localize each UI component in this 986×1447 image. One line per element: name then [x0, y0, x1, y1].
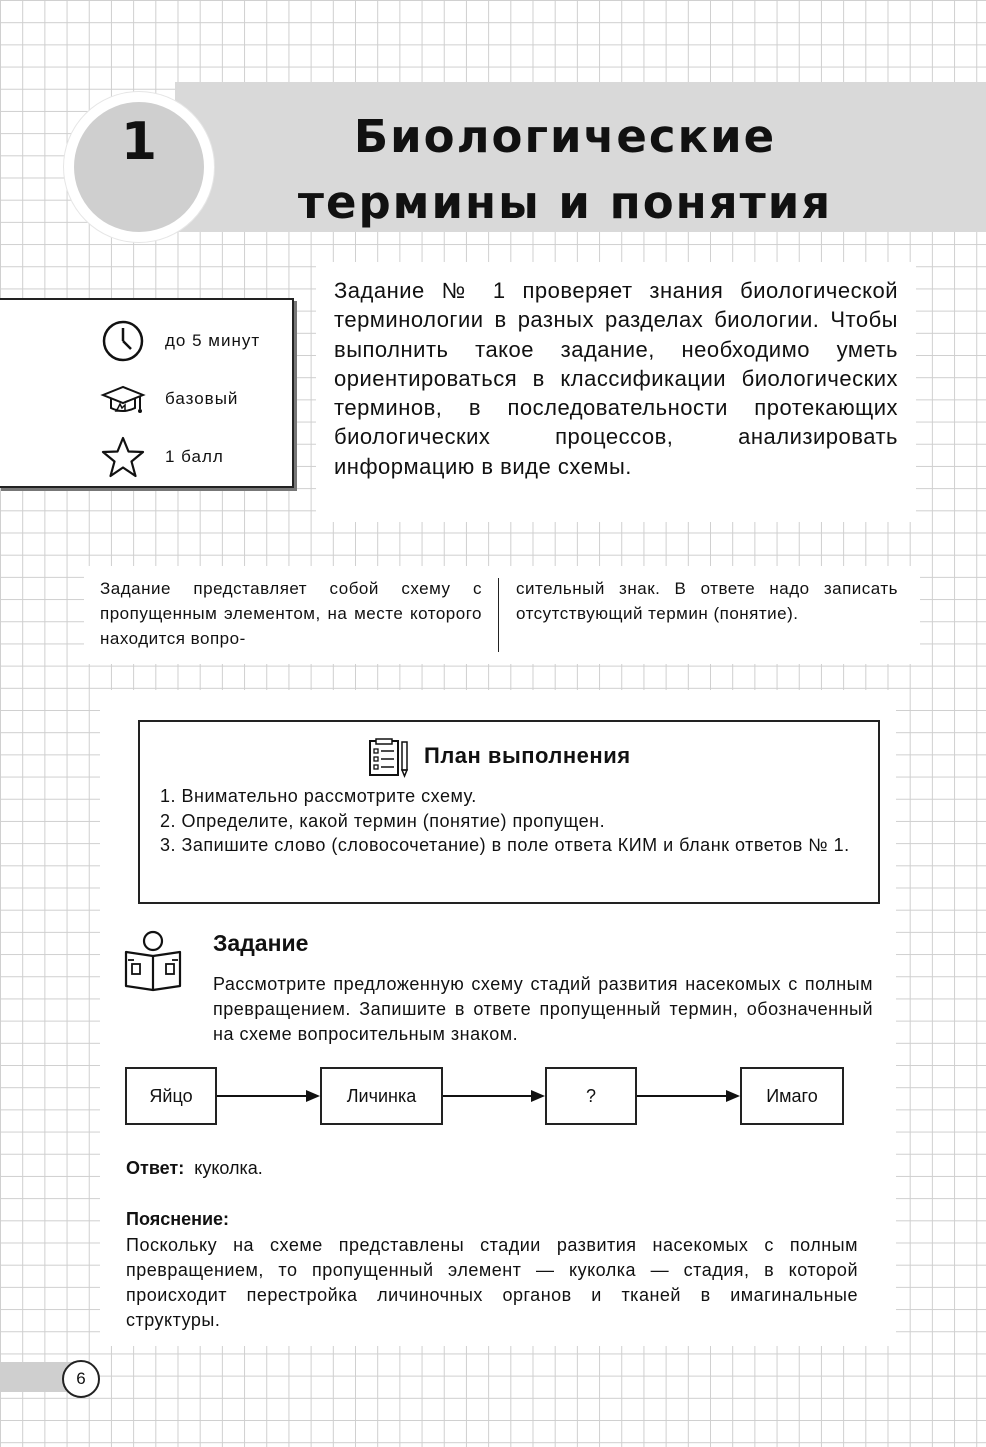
- arrow-2: [443, 1090, 545, 1102]
- graduation-cap-icon: [100, 378, 146, 424]
- chapter-number: 1: [120, 112, 158, 172]
- description-left: Задание представляет собой схему с пропущенным элементом, на месте которого находится вопро-: [100, 579, 482, 648]
- plan-step-2: 2. Определите, какой термин (понятие) пропущен.: [160, 810, 606, 831]
- plan-step-3: 3. Запишите слово (словосочетание) в поле ответа КИМ и бланк ответов № 1.: [160, 835, 850, 855]
- star-icon: [100, 434, 146, 480]
- answer: [126, 1158, 263, 1179]
- checklist-icon: [368, 738, 410, 783]
- scheme-arrows: [0, 1080, 986, 1112]
- title-line-1: Биологические: [353, 110, 777, 163]
- meta-time-label: до 5 минут: [165, 331, 261, 350]
- explanation-text: Поскольку на схеме представлены стадии развития насекомых с полным превращением, то пропущенный элемент — куколка — стадия, в которой происходит перестройка личиночных органов и тканей в имагинальные структуры.: [126, 1235, 858, 1330]
- plan-step-1: 1. Внимательно рассмотрите схему.: [160, 786, 477, 806]
- page-title: [260, 104, 870, 236]
- description-right: сительный знак. В ответе надо записать отсутствующий термин (понятие).: [516, 579, 898, 623]
- clock-icon: [100, 318, 146, 364]
- stage-box-imago: Имаго: [740, 1067, 844, 1125]
- stage-box-larva: Личинка: [320, 1067, 443, 1125]
- arrow-1: [217, 1090, 320, 1102]
- intro-text: Задание № 1 проверяет знания биологической терминологии в разных разделах биологии. Чтобы выполнить такое задание, необходимо уметь ориентироваться в классификации биологических терминов, в последовательности протекающих биологических процессов, анализировать информацию в виде схемы.: [334, 278, 898, 479]
- answer-value: куколка.: [194, 1158, 263, 1178]
- column-divider: [498, 578, 499, 652]
- explanation-label: Пояснение:: [126, 1209, 230, 1229]
- meta-time-row: [100, 318, 146, 364]
- task-title: Задание: [213, 930, 309, 956]
- arrow-3: [637, 1090, 740, 1102]
- meta-points-row: [100, 434, 146, 480]
- stage-box-egg: Яйцо: [125, 1067, 217, 1125]
- reader-icon: [122, 930, 184, 997]
- meta-points-label: 1 балл: [165, 447, 224, 466]
- meta-level-label: базовый: [165, 389, 239, 408]
- title-line-2: термины и понятия: [297, 176, 833, 229]
- task-text: Рассмотрите предложенную схему стадий развития насекомых с полным превращением. Запишите в ответе пропущенный термин, обозначенный на схеме вопросительным знаком.: [213, 974, 873, 1044]
- plan-steps: [160, 784, 860, 858]
- page-number: 6: [62, 1360, 100, 1398]
- task-meta-box: [0, 298, 294, 488]
- plan-title: План выполнения: [424, 743, 631, 768]
- answer-label: Ответ:: [126, 1158, 185, 1178]
- stage-box-missing: ?: [545, 1067, 637, 1125]
- meta-level-row: [100, 378, 146, 424]
